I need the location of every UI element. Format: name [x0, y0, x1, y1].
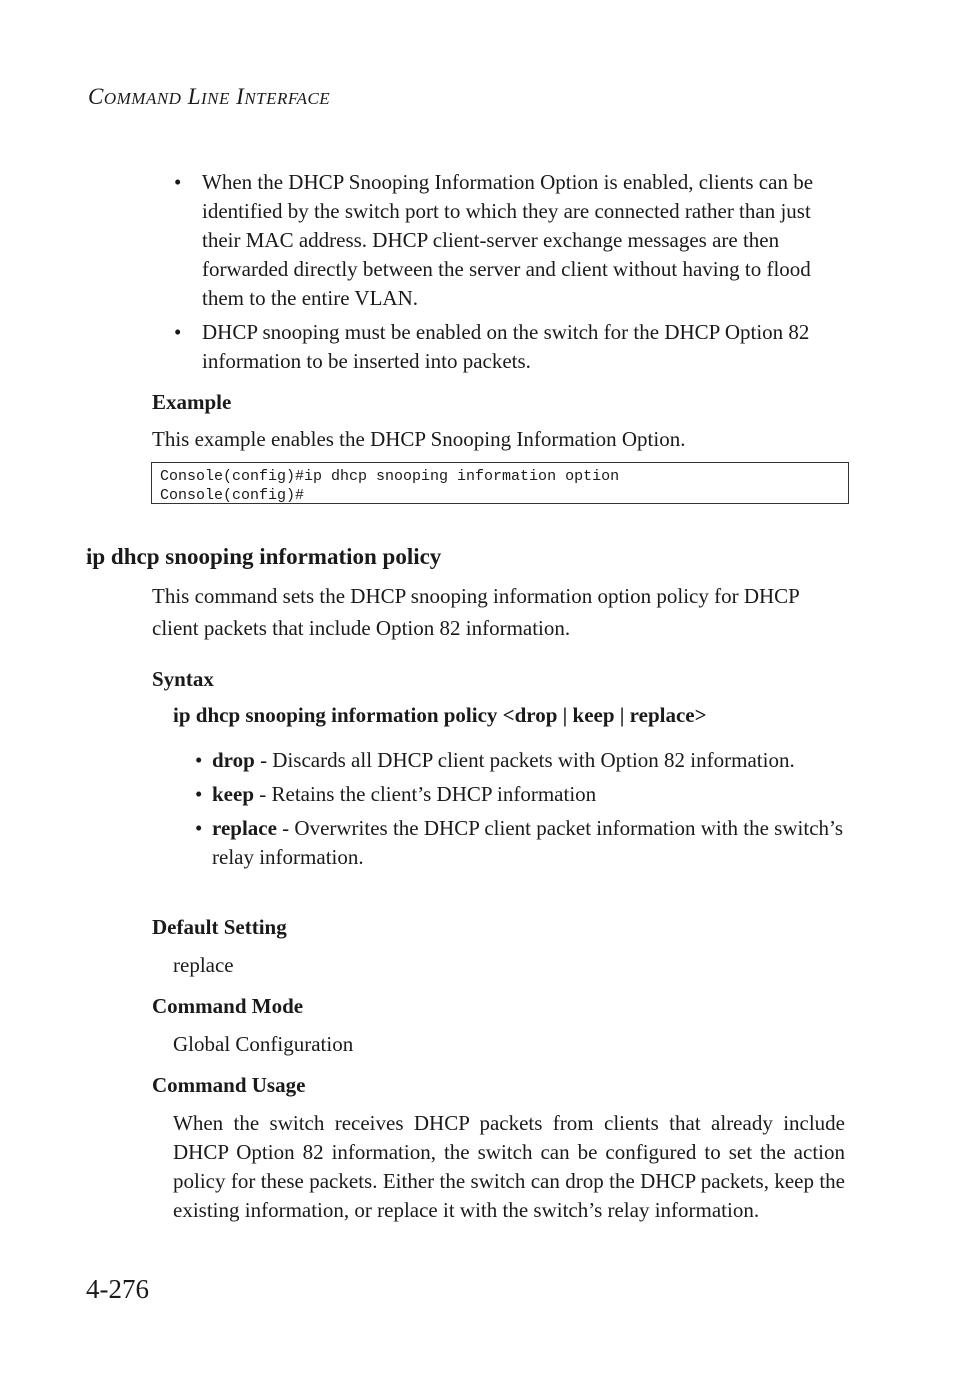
example-heading: Example — [152, 390, 232, 414]
bullet-icon: • — [195, 748, 203, 772]
running-header-rest: OMMAND — [103, 89, 182, 108]
running-header-cap: L — [187, 84, 201, 109]
bullet-icon: • — [174, 320, 182, 344]
running-header — [88, 84, 330, 110]
option-list — [195, 746, 847, 872]
command-title: ip dhcp snooping information policy — [86, 544, 442, 569]
running-header-rest: INE — [201, 89, 230, 108]
option-term: keep — [212, 782, 254, 806]
page-number: 4-276 — [86, 1274, 149, 1304]
option-desc: - Retains the client’s DHCP information — [254, 782, 597, 806]
bullet-icon: • — [195, 782, 203, 806]
bullet-icon: • — [174, 170, 182, 194]
list-item — [174, 168, 847, 313]
intro-bullet-list — [174, 168, 847, 376]
bullet-text: When the DHCP Snooping Information Option is enabled, clients can be identified by the switch port to which they are connected rather than just their MAC address. DHCP client-server exchange messages are then forwarded directly between the server and client without having to flood them to the entire VLAN. — [202, 170, 814, 310]
example-code-block: Console(config)#ip dhcp snooping information option Console(config)# — [151, 462, 849, 504]
option-desc: - Discards all DHCP client packets with Option 82 information. — [254, 748, 795, 772]
bullet-text: DHCP snooping must be enabled on the switch for the DHCP Option 82 information to be inserted into packets. — [202, 320, 810, 373]
default-setting-heading: Default Setting — [152, 915, 287, 939]
command-description: This command sets the DHCP snooping information option policy for DHCP client packets that include Option 82 information. — [152, 584, 800, 640]
running-header-cap: C — [88, 84, 104, 109]
bullet-icon: • — [195, 816, 203, 840]
syntax-heading: Syntax — [152, 667, 214, 691]
command-usage-text: When the switch receives DHCP packets from clients that already include DHCP Option 82 information, the switch can be configured to set the action policy for these packets. Either the switch can drop the DHCP packets, keep the existing information, or replace it with the switch’s relay information. — [173, 1111, 845, 1222]
default-setting-value: replace — [173, 953, 234, 977]
running-header-cap: I — [236, 84, 245, 109]
command-usage-heading: Command Usage — [152, 1073, 306, 1097]
option-term: drop — [212, 748, 255, 772]
list-item — [195, 746, 847, 775]
option-desc: - Overwrites the DHCP client packet information with the switch’s relay information. — [212, 816, 844, 869]
command-mode-heading: Command Mode — [152, 994, 304, 1018]
list-item — [174, 318, 847, 376]
list-item — [195, 780, 847, 809]
example-text: This example enables the DHCP Snooping Information Option. — [152, 427, 686, 451]
command-mode-value: Global Configuration — [173, 1032, 354, 1056]
running-header-rest: NTERFACE — [244, 89, 331, 108]
list-item — [195, 814, 847, 872]
syntax-line: ip dhcp snooping information policy <drop | keep | replace> — [173, 703, 707, 727]
option-term: replace — [212, 816, 277, 840]
